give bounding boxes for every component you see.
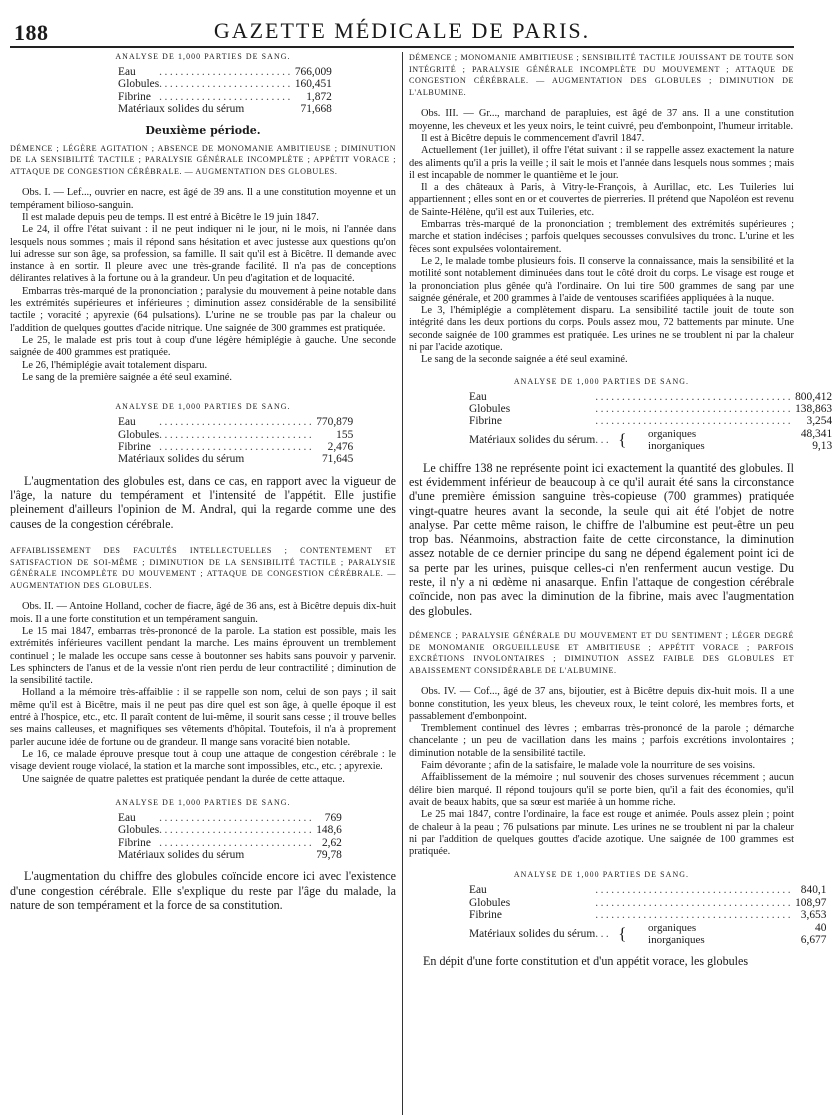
row-label: Fibrine bbox=[118, 836, 151, 849]
row-value: 766,009 bbox=[294, 66, 332, 78]
row-label: Fibrine bbox=[469, 415, 502, 428]
table-title: ANALYSE DE 1,000 PARTIES DE SANG. bbox=[115, 402, 291, 412]
observation-paragraph: Le sang de la première saignée a été seul examiné. bbox=[22, 371, 233, 383]
row-sublabel: inorganiques bbox=[648, 934, 705, 947]
case-summary-heading: DÉMENCE ; MONOMANIE AMBITIEUSE ; SENSIBILITÉ TACTILE JOUISSANT DE TOUTE SON INTÉGRITÉ ; PARALYSIE GÉNÉRALE INCOMPLÈTE DU MOUVEMENT ; ATTAQUE DE CONGESTION CÉRÉBRALE. — AUGMENTATION DES GLOBULES ; DIMINUTION DE L'ALBUMINE. bbox=[409, 53, 794, 97]
row-value: 71,645 bbox=[321, 453, 354, 466]
table-row bbox=[10, 849, 342, 861]
row-value: 71,668 bbox=[300, 103, 332, 116]
row-label: Eau bbox=[118, 66, 136, 78]
table-row: Eau ......................... 766,009 bbox=[10, 66, 332, 78]
row-label: Eau bbox=[469, 390, 487, 403]
table-row: Fibrine ............................. 2,476 bbox=[10, 441, 353, 453]
observation-paragraph: Le 26, l'hémiplégie avait totalement disparu. bbox=[22, 359, 208, 371]
row-value: 160,451 bbox=[294, 78, 332, 91]
row-label: Eau bbox=[469, 884, 487, 897]
observation-paragraph: Obs. II. — Antoine Holland, cocher de fiacre, âgé de 36 ans, est à Bicêtre depuis dix-huit mois. Il a une forte constitution et un tempérament sanguin. bbox=[10, 601, 396, 625]
row-label: Matériaux solides du sérum bbox=[118, 849, 245, 862]
observation-paragraph: Le 24, il offre l'état suivant : il ne peut indiquer ni le jour, ni le mois, ni l'année dans lesquels nous sommes ; mais il répond sans hésitation et avec justesse aux questions qu'on lui adresse sur son âge, sa profession, sa famille. Il sait qu'il est à Bicêtre. Il demande avec instance à en sortir. Il pleure avec une très-grande facilité. Il n'a pas de conceptions délirantes relatives à la fortune ou à la grandeur. Un peu d'agitation et de loquacité. bbox=[10, 224, 396, 285]
table-row: Fibrine ......................... 1,872 bbox=[10, 91, 332, 103]
observation-paragraph: Le sang de la seconde saignée a été seul examiné. bbox=[421, 354, 628, 366]
observation-paragraph: Le 25 mai 1847, contre l'ordinaire, la face est rouge et animée. Pouls assez plein ; point de chaleur à la peau ; 76 pulsations par minute. Les urines ne se troublent ni par la chaleur ni par l'addition de quelques gouttes d'acide azotique. Une saignée de 100 grammes est pratiquée. bbox=[409, 809, 794, 858]
observation-paragraph: Le 16, ce malade éprouve presque tout à coup une attaque de congestion cérébrale : le visage devient rouge violacé, la station et la marche sont impossibles, etc., etc. ; apyrexie. bbox=[10, 748, 396, 773]
row-value: 769 bbox=[324, 811, 342, 824]
row-value: 155 bbox=[336, 428, 354, 441]
row-label: Fibrine bbox=[469, 909, 502, 922]
row-sublabel: inorganiques bbox=[648, 440, 705, 453]
row-sublabel: organiques bbox=[648, 921, 697, 934]
row-value: 148,6 bbox=[316, 824, 342, 837]
table-row: Fibrine ............................. 2,62 bbox=[10, 837, 342, 849]
observation-paragraph: Obs. I. — Lef..., ouvrier en nacre, est âgé de 39 ans. Il a une constitution moyenne et un tempérament bilioso-sanguin. bbox=[10, 187, 396, 211]
table-title: ANALYSE DE 1,000 PARTIES DE SANG. bbox=[115, 52, 291, 61]
blood-analysis-table bbox=[10, 66, 332, 116]
blood-analysis-table bbox=[10, 812, 342, 862]
row-label: Matériaux solides du sérum bbox=[118, 103, 245, 116]
table-row: Eau ............................. 769 bbox=[10, 812, 342, 824]
row-value: 1,872 bbox=[306, 90, 332, 103]
observation-paragraph: Tremblement continuel des lèvres ; embarras très-prononcé de la parole ; démarche chancelante ; un peu de vacillation dans les mains ; parfois excrétions involontaires ; diminution notable de la sensibilité tactile. bbox=[409, 723, 794, 759]
table-row: Globules ..................................... 138,863 bbox=[361, 403, 832, 415]
case-summary-heading: DÉMENCE ; PARALYSIE GÉNÉRALE DU MOUVEMENT ET DU SENTIMENT ; LÉGER DEGRÉ DE MONOMANIE ORGUEILLEUSE ET AMBITIEUSE ; APPÉTIT VORACE ; PARFOIS EXCRÉTIONS INVOLONTAIRES ; DIMINUTION ASSEZ FAIBLE DES GLOBULES ET ABAISSEMENT CONSIDÉRABLE DE L'ALBUMINE. bbox=[409, 630, 794, 675]
row-label: Fibrine bbox=[118, 440, 151, 453]
observation-paragraph: Le 2, le malade tombe plusieurs fois. Il conserve la connaissance, mais la sensibilité et la motilité sont notablement diminuées dans tout le côté droit du corps. Le visage est rouge et la prononciation plus gênée qu'à l'ordinaire. On lui tire 500 grammes de sang par une saignée générale, et 200 grammes à l'aide de ventouses scarifiées appliquées à la nuque. bbox=[409, 255, 794, 304]
row-value: 40 bbox=[815, 921, 827, 934]
row-value: 3,653 bbox=[800, 909, 827, 922]
row-label: Globules bbox=[118, 824, 160, 837]
commentary-paragraph: En dépit d'une forte constitution et d'un appétit vorace, les globules bbox=[423, 954, 749, 969]
blood-analysis-table bbox=[361, 884, 826, 946]
table-title: ANALYSE DE 1,000 PARTIES DE SANG. bbox=[513, 870, 690, 880]
row-label: Globules bbox=[469, 896, 511, 909]
row-value: 800,412 bbox=[795, 390, 832, 403]
row-value: 770,879 bbox=[316, 416, 354, 429]
table-row: Matériaux solides du sérum ... { organiques 48,341 bbox=[361, 428, 832, 440]
table-row: Eau ..................................... 800,412 bbox=[361, 391, 832, 403]
row-label: Eau bbox=[118, 416, 136, 429]
observation-paragraph: Il a des châteaux à Paris, à Vitry-le-François, à Aurillac, etc. Les Tuileries lui appartiennent ; elles sont en or et couvertes de pierreries. Il prétend que Napoléon est revenu de Sainte-Hélène, qu'il est aux Tuileries, etc. bbox=[409, 182, 794, 218]
row-sublabel: organiques bbox=[648, 427, 697, 440]
observation-paragraph: Obs. IV. — Cof..., âgé de 37 ans, bijoutier, est à Bicêtre depuis dix-huit mois. Il a une bonne constitution, les yeux bleus, les cheveux roux, le teint coloré, les membres forts, et passablement d'embonpoint. bbox=[409, 686, 794, 722]
blood-analysis-table bbox=[361, 391, 832, 453]
commentary-paragraph: Le chiffre 138 ne représente point ici exactement la quantité des globules. Il est évidemment inférieur de beaucoup à ce qu'il aurait été sans la circonstance d'une première émission sanguine très-copieuse (700 grammes) pratiquée vingt-quatre heures avant la seconde, la seule qui ait été l'objet de notre analyse. Par cette même raison, le chiffre de l'albumine est peut-être un peu trop bas. Néanmoins, abstraction faite de cette circonstance, la diminution assez notable de ce dernier principe du sang ne dépend également point ici de sa perte par les urines, puisque celles-ci n'en renferment aucun vestige. Du reste, il n'y a ni œdème ni anasarque. Enfin l'attaque de congestion cérébrale coïncide, non pas avec la diminution de la fibrine, mais avec l'augmentation des globules. bbox=[409, 460, 794, 618]
observation-paragraph: Affaiblissement de la mémoire ; nul souvenir des choses survenues récemment ; aucun délire bien marqué. Il répond toujours qu'il se porte bien, qu'il a fait des économies, qu'il avait de beaux habits, que sa sœur est mariée à un homme riche. bbox=[409, 772, 794, 808]
observation-paragraph: Il est malade depuis peu de temps. Il est entré à Bicêtre le 19 juin 1847. bbox=[22, 212, 319, 223]
observation-paragraph: Le 25, le malade est pris tout à coup d'une légère hémiplégie à gauche. Une seconde saignée de 400 grammes est pratiquée. bbox=[10, 334, 396, 359]
commentary-paragraph: L'augmentation du chiffre des globules coïncide encore ici avec l'existence d'une congestion cérébrale. Elle s'explique du reste par l'âge du malade, la nature de son tempérament et la force de sa constitution. bbox=[10, 869, 396, 913]
row-label: Matériaux solides du sérum bbox=[469, 927, 596, 940]
row-label: Matériaux solides du sérum bbox=[469, 434, 596, 447]
table-row: Fibrine ..................................... 3,653 bbox=[361, 909, 826, 921]
page-number: 188 bbox=[14, 20, 49, 45]
table-title: ANALYSE DE 1,000 PARTIES DE SANG. bbox=[115, 797, 291, 807]
row-value: 2,476 bbox=[327, 440, 354, 453]
table-row: Globules ............................. 148,6 bbox=[10, 824, 342, 836]
page-header bbox=[10, 14, 794, 48]
observation-paragraph: Actuellement (1er juillet), il offre l'état suivant : il se rappelle assez exactement la nature des aliments qu'il a pris la veille ; il sait le mois et l'année dans lesquels nous sommes ; mais il est incapable de nommer le quantième et le jour. bbox=[409, 145, 794, 181]
left-column bbox=[10, 52, 402, 1115]
right-column bbox=[402, 52, 832, 1115]
row-label: Globules bbox=[118, 428, 160, 441]
row-value: 840,1 bbox=[800, 884, 827, 897]
period-heading: Deuxième période. bbox=[145, 123, 261, 137]
row-value: 79,78 bbox=[316, 849, 342, 862]
row-value: 48,341 bbox=[800, 427, 832, 440]
row-label: Globules bbox=[469, 403, 511, 416]
observation-paragraph: Faim dévorante ; afin de la satisfaire, le malade vole la nourriture de ses voisins. bbox=[421, 760, 756, 772]
table-title: ANALYSE DE 1,000 PARTIES DE SANG. bbox=[513, 376, 690, 386]
table-row: Globules ..................................... 108,97 bbox=[361, 897, 826, 909]
observation-paragraph: Le 15 mai 1847, embarras très-prononcé de la parole. La station est possible, mais les extrémités inférieures vacillent pendant la marche. Les mains éprouvent un tremblement continuel ; le malade les occupe sans cesse à boutonner ses habits sans pouvoir y parvenir. Les sphincters de l'anus et de la vessie n'ont rien perdu de leur contractilité ; diminution de la sensibilité tactile. bbox=[10, 625, 396, 687]
row-value: 9,13 bbox=[812, 440, 832, 453]
row-value: 3,254 bbox=[806, 415, 832, 428]
row-label: Eau bbox=[118, 811, 136, 824]
observation-paragraph: Holland a la mémoire très-affaiblie : il se rappelle son nom, celui de son pays ; il sait même qu'il est à Bicêtre, mais il ne peut pas dire quel est son âge, à quelle époque il est entré à l'hospice, etc., etc. Il paraît content de lui-même, il sourit sans cesse ; il trouve belles ses mains calleuses, et magnifiques ses vêtements d'hôpital. Toutefois, il n'a à proprement parler aucune idée de fortune ou de grandeur. Il mange sans voracité bien notable. bbox=[10, 687, 396, 748]
table-row: Globules ......................... 160,451 bbox=[10, 78, 332, 90]
table-row bbox=[10, 453, 353, 465]
table-row bbox=[10, 103, 332, 115]
commentary-paragraph: L'augmentation des globules est, dans ce cas, en rapport avec la vigueur de l'âge, la nature du tempérament et l'intensité de l'appétit. Elle justifie pleinement d'ailleurs l'opinion de M. Andral, qui la regarde comme une des causes de la congestion cérébrale. bbox=[10, 473, 396, 531]
case-summary-heading: DÉMENCE ; LÉGÈRE AGITATION ; ABSENCE DE MONOMANIE AMBITIEUSE ; DIMINUTION DE LA SENSIBILITÉ TACTILE ; PARALYSIE GÉNÉRALE INCOMPLÈTE ; APPÉTIT VORACE ; ATTAQUE DE CONGESTION CÉRÉBRALE. — AUGMENTATION DES GLOBULES. bbox=[10, 143, 396, 176]
table-row: Globules ............................. 155 bbox=[10, 429, 353, 441]
row-value: 2,62 bbox=[321, 836, 342, 849]
table-row: Eau ..................................... 840,1 bbox=[361, 884, 826, 896]
observation-paragraph: Le 3, l'hémiplégie a complètement disparu. La sensibilité tactile jouit de toute son intégrité dans les deux portions du corps. Pouls assez mou, 72 battements par minute. Une seconde saignée de 100 grammes est pratiquée. Les urines ne se troublent ni par la chaleur ni par l'acide azotique. bbox=[409, 305, 794, 354]
row-value: 138,863 bbox=[795, 403, 832, 416]
row-label: Fibrine bbox=[118, 90, 151, 103]
row-value: 108,97 bbox=[795, 896, 827, 909]
two-column-body bbox=[10, 52, 832, 1115]
table-row: Fibrine ..................................... 3,254 bbox=[361, 415, 832, 427]
brace-glyph: { bbox=[618, 924, 627, 944]
observation-paragraph: Il est à Bicêtre depuis le commencement d'avril 1847. bbox=[421, 132, 645, 144]
journal-title: GAZETTE MÉDICALE DE PARIS. bbox=[213, 18, 591, 43]
observation-paragraph: Embarras très-marqué de la prononciation ; paralysie du mouvement à peine notable dans les extrémités supérieures et inférieures ; diminution assez considérable de la sensibilité tactile ; voracité ; apyrexie (64 pulsations). L'urine ne se trouble pas par la chaleur ou l'addition de quelques gouttes d'acide nitrique. Une saignée de 300 grammes est pratiquée. bbox=[10, 285, 396, 334]
observation-paragraph: Une saignée de quatre palettes est pratiquée pendant la durée de cette attaque. bbox=[22, 773, 345, 785]
blood-analysis-table bbox=[10, 416, 353, 466]
table-row: Eau ............................. 770,879 bbox=[10, 416, 353, 428]
observation-paragraph: Obs. III. — Gr..., marchand de parapluies, est âgé de 37 ans. Il a une constitution moyenne, les cheveux et les yeux noirs, le teint cuivré, peu d'embonpoint, l'humeur irritable. bbox=[409, 108, 794, 132]
observation-paragraph: Embarras très-marqué de la prononciation ; tremblement des extrémités supérieures ; marche et station indécises ; parfois quelques secousses convulsives du tronc. L'urine et les fèces sont expulsées volontairement. bbox=[409, 219, 794, 255]
table-row: Matériaux solides du sérum ... { organiques 40 bbox=[361, 922, 826, 934]
row-label: Globules bbox=[118, 78, 160, 91]
row-value: 6,677 bbox=[800, 934, 827, 947]
brace-glyph: { bbox=[618, 430, 627, 450]
case-summary-heading: AFFAIBLISSEMENT DES FACULTÉS INTELLECTUELLES ; CONTENTEMENT ET SATISFACTION DE SOI-MÊME ; DIMINUTION DE LA SENSIBILITÉ TACTILE ; PARALYSIE GÉNÉRALE INCOMPLÈTE DU MOUVEMENT ; ATTAQUE DE CONGESTION CÉRÉBRALE. — AUGMENTATION DES GLOBULES. bbox=[10, 545, 396, 590]
row-label: Matériaux solides du sérum bbox=[118, 453, 245, 466]
